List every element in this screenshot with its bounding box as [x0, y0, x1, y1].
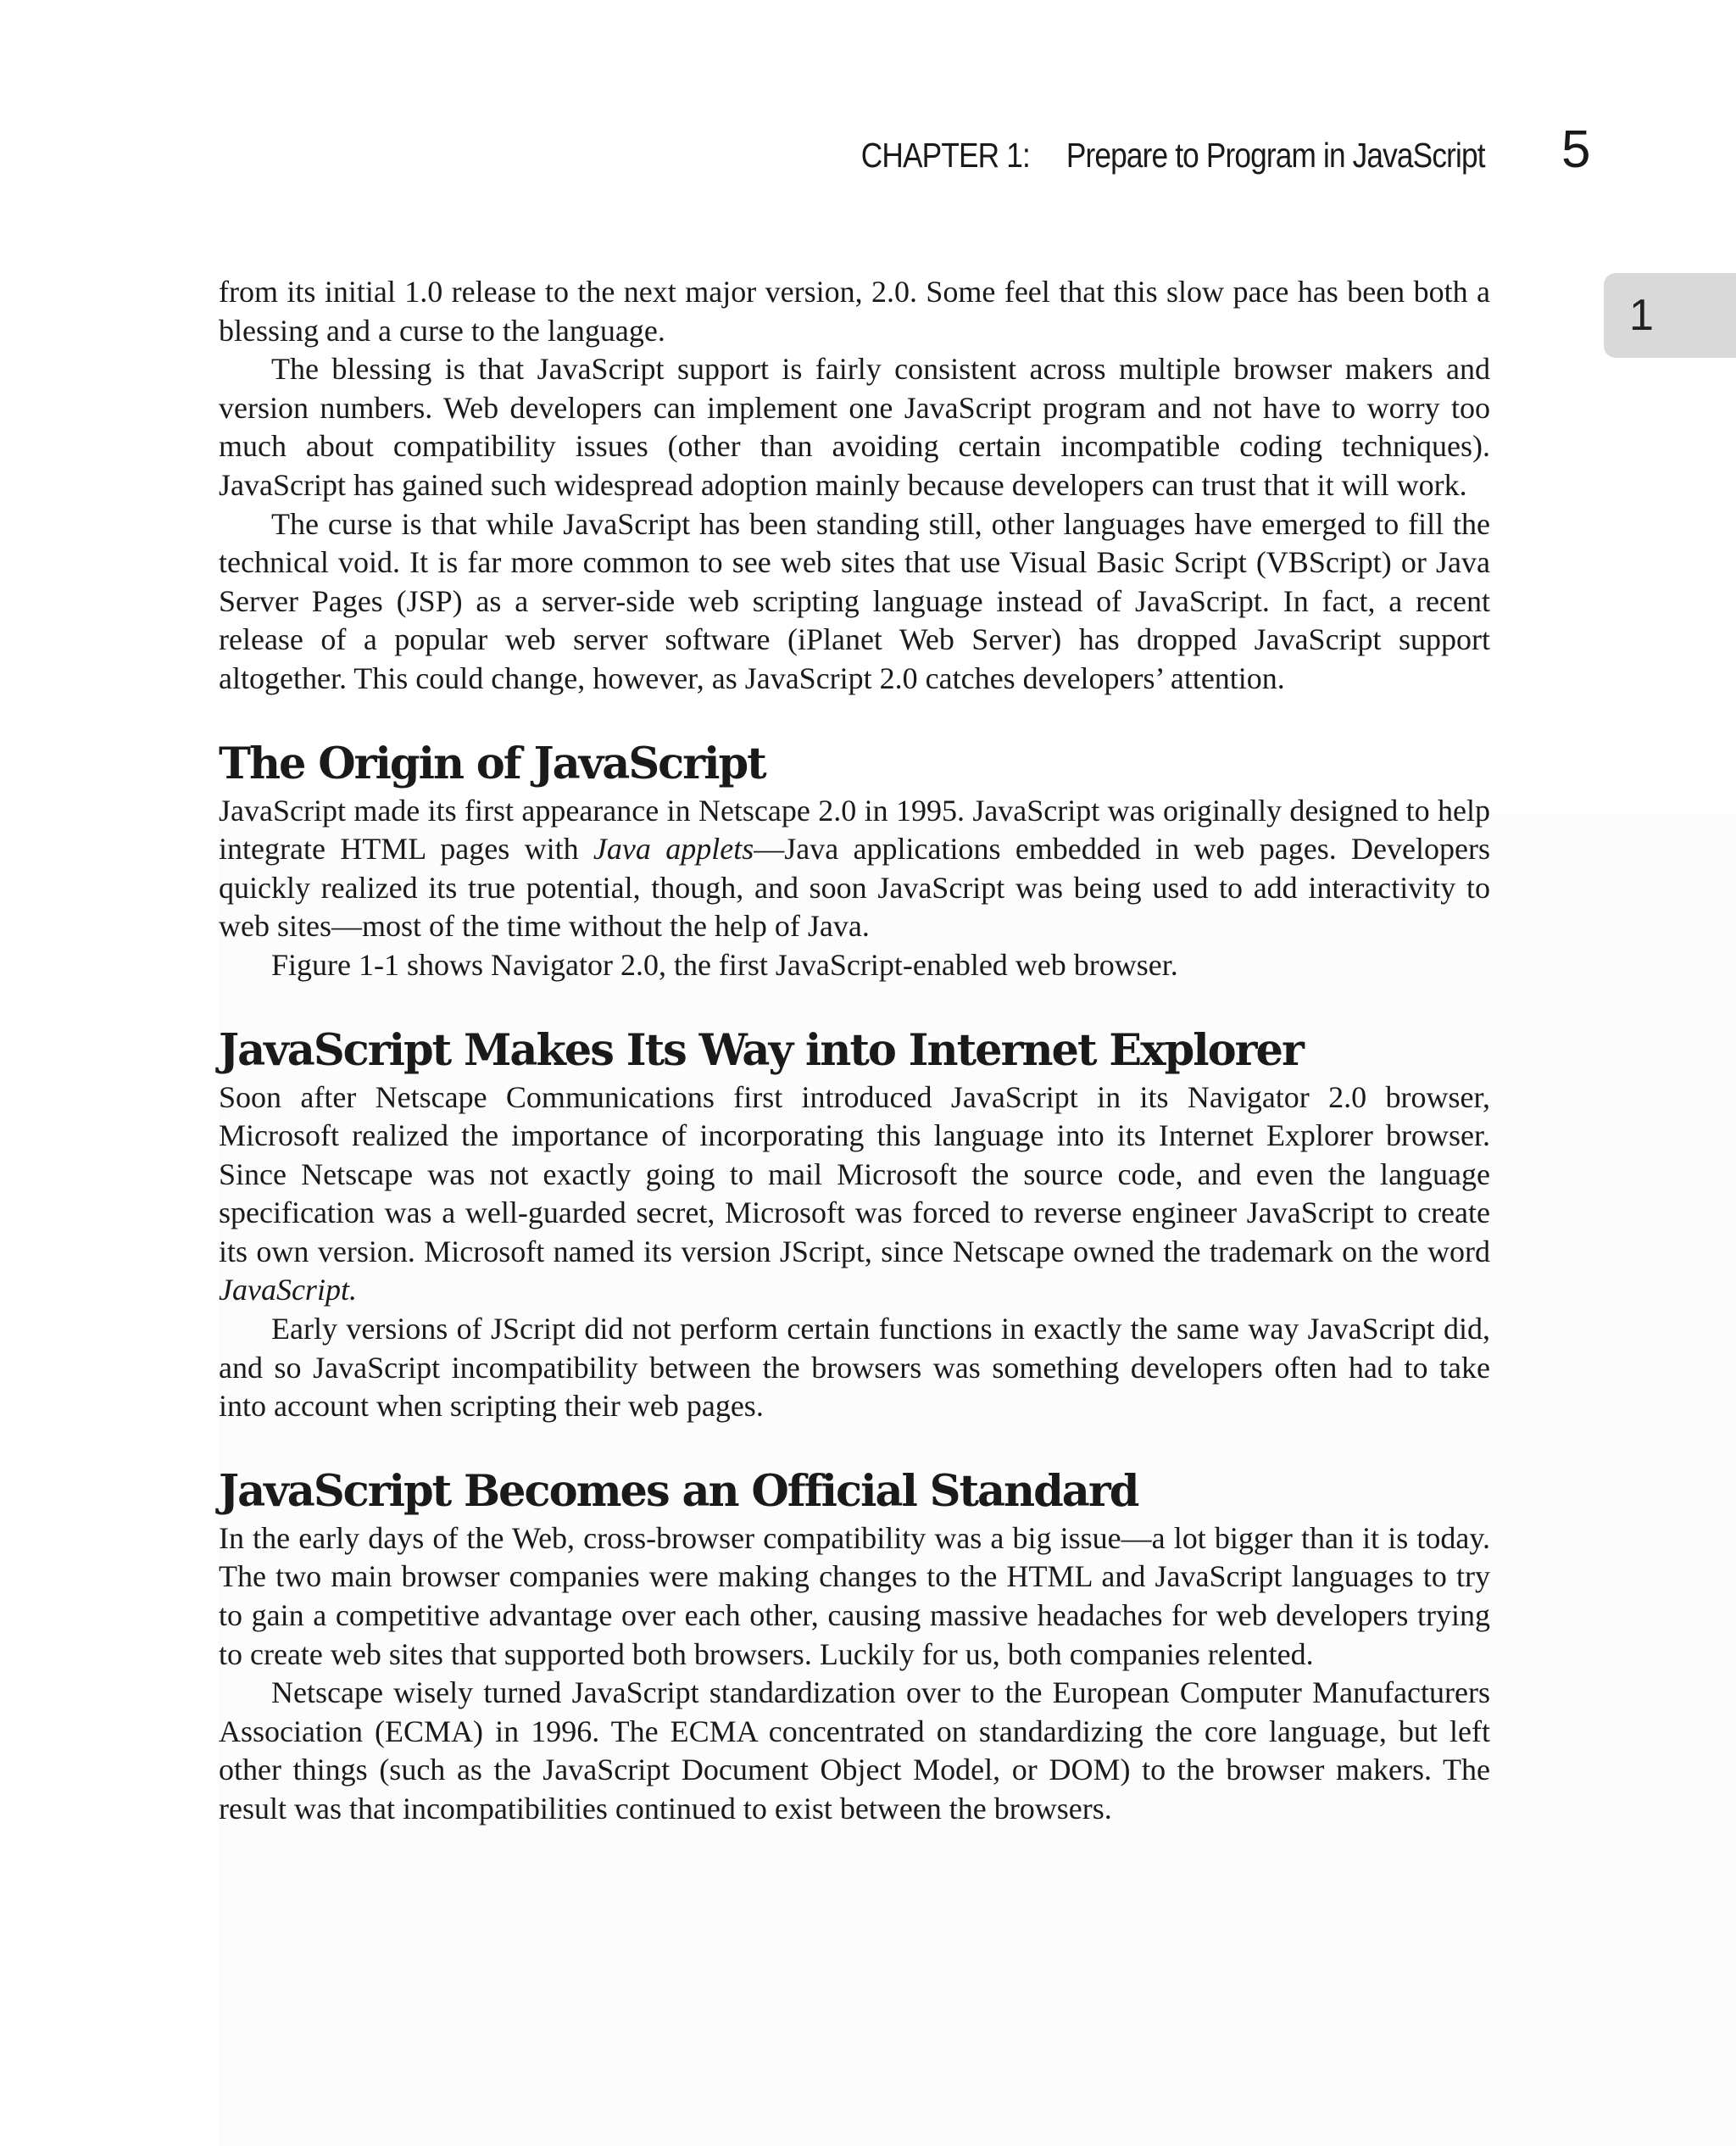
- explorer-paragraph-1: [219, 1079, 1490, 1311]
- page-number: 5: [1561, 120, 1591, 179]
- thumb-tab-number: 1: [1629, 291, 1654, 340]
- explorer-paragraph-1-text: Soon after Netscape Communications first introduced JavaScript in its Navigator 2.0 browser, Microsoft realized the importance of incorporating this language into its Internet Explorer browser. Since Netscape was not exactly going to mail Microsoft the source code, and even the language specification was a well-guarded secret, Microsoft was forced to reverse engineer JavaScript to create its own version. Microsoft named its version JScript, since Netscape owned the trademark on the word: [219, 1079, 1490, 1268]
- intro-paragraph-3: The curse is that while JavaScript has been standing still, other languages have emerged to fill the technical void. It is far more common to see web sites that use Visual Basic Script (VBScript) or Java Server Pages (JSP) as a server-side web scripting language instead of JavaScript. In fact, a recent release of a popular web server software (iPlanet Web Server) has dropped JavaScript support altogether. This could change, however, as JavaScript 2.0 catches developers’ attention.: [219, 506, 1490, 695]
- explorer-paragraph-1-emphasis: JavaScript.: [219, 1273, 357, 1307]
- origin-paragraph-1-text-a: JavaScript made its first appearance in Netscape 2.0 in 1995. JavaScript was originally designed to help integrate HTML pages with: [219, 793, 1490, 867]
- origin-paragraph-1: [219, 792, 1490, 946]
- standard-paragraph-2: Netscape wisely turned JavaScript standardization over to the European Computer Manufacturers Association (ECMA) in 1996. The ECMA concentrated on standardizing the core language, but left other things (such as the JavaScript Document Object Model, or DOM) to the browser makers. The result was that incompatibilities continued to exist between the browsers.: [219, 1675, 1490, 1825]
- section-heading-internet-explorer: JavaScript Makes Its Way into Internet Explorer: [219, 1024, 1303, 1076]
- page-body: [219, 273, 1490, 1829]
- explorer-paragraph-2: Early versions of JScript did not perform certain functions in exactly the same way JavaScript did, and so JavaScript incompatibility between the browsers was something developers often had to take into account when scripting their web pages.: [219, 1312, 1490, 1424]
- origin-paragraph-2: Figure 1-1 shows Navigator 2.0, the first JavaScript-enabled web browser.: [271, 947, 1178, 982]
- chapter-thumb-tab: [1604, 273, 1736, 358]
- intro-paragraph-2: The blessing is that JavaScript support is fairly consistent across multiple browser makers and version numbers. Web developers can implement one JavaScript program and not have to worry too much about compatibility issues (other than avoiding certain incompatible coding techniques). JavaScript has gained such widespread adoption mainly because developers can trust that it will work.: [219, 352, 1490, 502]
- intro-paragraph-1: from its initial 1.0 release to the next major version, 2.0. Some feel that this slow pace has been both a blessing and a curse to the language.: [219, 275, 1490, 348]
- origin-paragraph-1-emphasis: Java applets: [593, 832, 754, 867]
- chapter-title: Prepare to Program in JavaScript: [1066, 136, 1485, 175]
- section-heading-official-standard: JavaScript Becomes an Official Standard: [219, 1465, 1138, 1517]
- standard-paragraph-1: In the early days of the Web, cross-browser compatibility was a big issue—a lot bigger than it is today. The two main browser companies were making changes to the HTML and JavaScript languages to try to gain a competitive advantage over each other, causing massive headaches for web developers trying to create web sites that supported both browsers. Luckily for us, both companies relented.: [219, 1520, 1490, 1671]
- running-header: [861, 136, 1485, 176]
- section-heading-origin: The Origin of JavaScript: [219, 738, 765, 789]
- origin-paragraph-1-text-b: —Java applications embedded in web pages. Developers quickly realized its true potential, though, and soon JavaScript was being used to add interactivity to web sites—most of the time without the help of Java.: [219, 832, 1490, 944]
- chapter-label: CHAPTER 1:: [861, 136, 1031, 175]
